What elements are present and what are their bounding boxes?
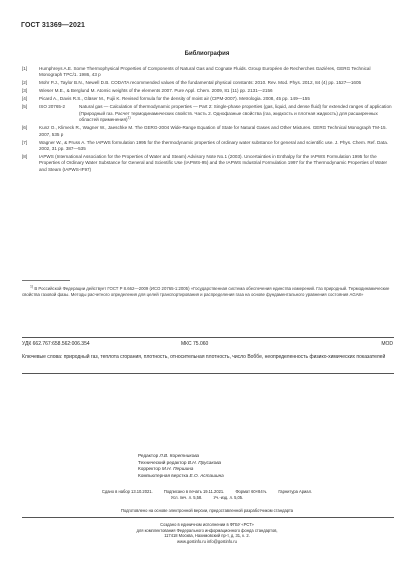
bibliography-list [22, 66, 394, 175]
footnote [22, 286, 394, 298]
footnote-ref-marker: 1) [127, 115, 131, 120]
reference-number: [4] [22, 96, 28, 102]
footnote-divider [22, 280, 70, 281]
divider [22, 517, 394, 518]
bibliography-title: Библиография [184, 51, 230, 57]
reference-text: Kunz O., Klimeck R., Wagner W., Jaeschke M. The GERG-2004 Wide-Range Equation of State for Natural Gases and Other Mixtures. GERG Technical Monograph TM-15. 2007, 535 p [39, 125, 387, 137]
credit-proofreader: Корректор М.Н. Першина [138, 466, 194, 472]
reference-text: IAPWS (International Association for the Properties of Water and Steam) Advisory Note No.1 (2003). Uncertainties in Enthalpy for the IAPWS Formulation 1995 for the Properties of Ordinary Water Substance for General and Scientific Use (IAPWS-95) and the IAPWS Industrial Formulation 1997 for the Thermodynamic Properties of Water and Steam (IAPWS-IF97) [39, 154, 388, 172]
divider [22, 373, 394, 374]
reference-number: [8] [22, 154, 28, 160]
reference-item [22, 80, 394, 86]
document-code: ГОСТ 31369—2021 [21, 22, 85, 29]
reference-number: [6] [22, 125, 28, 131]
print-info: Сдано в набор 13.10.2021. Подписано в печать 19.11.2021. Формат 60×84⅛. Гарнитура Ариал. Усл. печ. л. 5,58. Уч.-изд. л. 5,05. [101, 489, 313, 500]
reference-text: Wieser M.E., & Berglund M. Atomic weights of the elements 2007. Pure Appl. Chem. 2009, 81 (11) pp. 2131—2156 [39, 88, 273, 94]
credit-editor: Редактор Л.В. Коретникова [138, 453, 200, 458]
reference-item [22, 88, 394, 94]
reference-number: [5] [22, 104, 28, 110]
reference-number: [7] [22, 139, 28, 145]
udc-code: УДК 662.767:658.562:006.354 [22, 341, 90, 347]
credit-layout: Компьютерная верстка Е.О. Асташина [138, 472, 224, 478]
reference-text: Mohr P.J., Taylor B.N., Newell D.B. CODATA recommended values of the fundamental physical constants: 2010. Rev. Mod. Phys. 2012, 84 (4) pp. 1527—1605 [39, 80, 362, 86]
modification-code: MOD [381, 341, 393, 347]
reference-item [22, 125, 394, 138]
footnote-marker: 1) [30, 284, 34, 289]
reference-number: [1] [22, 66, 28, 71]
reference-item [22, 104, 394, 123]
reference-text: Natural gas — Calculation of thermodynamic properties — Part 2: Single-phase properties (gas, liquid, and dense fluid) for extended ranges of application (Природный газ. Расчет термодинамических свойств. Часть 2. Однофазные свойства (газ, жидкость и плотная жидкость) для расширенных областей применения) [79, 104, 392, 123]
reference-item [22, 140, 394, 153]
credits-block [138, 453, 224, 479]
publisher-info: Создано в единичном исполнении в ФГБУ «РСТ» для комплектования Федерального информационного фонда стандартов, 117418 Москва, Нахимовский пр-т, д. 31, к. 2. www.gostinfo.ru info@gostinfo.ru [136, 522, 278, 544]
mks-code: МКС 75.060 [181, 341, 209, 347]
reference-item [22, 154, 394, 173]
reference-item [22, 96, 394, 102]
prepared-note: Подготовлено на основе электронной версии, предоставленной разработчиком стандарта [120, 508, 294, 513]
reference-item [22, 66, 394, 79]
credit-tech-editor: Технический редактор В.Н. Прусакова [138, 459, 222, 465]
reference-text: Wagner W., & Pruss A. The IAPWS formulation 1995 for the thermodynamic properties of ordinary water substance for general and scientific use. J. Phys. Chem. Ref. Data. 2002, 31 pp. 387—535 [39, 139, 389, 152]
reference-number: [2] [22, 80, 28, 86]
footnote-text: В Российской Федерации действует ГОСТ Р 8.662—2009 (ИСО 20765-1:2005) «Государственная система обеспечения единства измерений. Газ природный. Термодинамические свойства газовой фазы. Методы расчетного определения для целей транспортирования и распределения газа на основе фундаментального уравнения состояния AGA8» [22, 286, 390, 297]
reference-text: Picard A., Davis R.S., Gläser M., Fujii K. Revised formula for the density of moist air (CIPM-2007). Metrologia. 2008, 45 pp. 149—155 [39, 96, 310, 102]
keywords: Ключевые слова: природный газ, теплота сгорания, плотность, относительная плотность, число Воббе, неопределенность физико-химических показателей [22, 354, 386, 360]
reference-standard-code: ISO 20765-2 [39, 104, 66, 110]
divider [22, 337, 394, 338]
reference-text: Humphreys A.E. Some Thermophysical Properties of Components of Natural Gas and Cognate Fluids. Group Européen de Recherches Gazières, GERG Technical Monograph TPC/1. 1986, 43 p [39, 66, 371, 78]
reference-number: [3] [22, 88, 28, 94]
